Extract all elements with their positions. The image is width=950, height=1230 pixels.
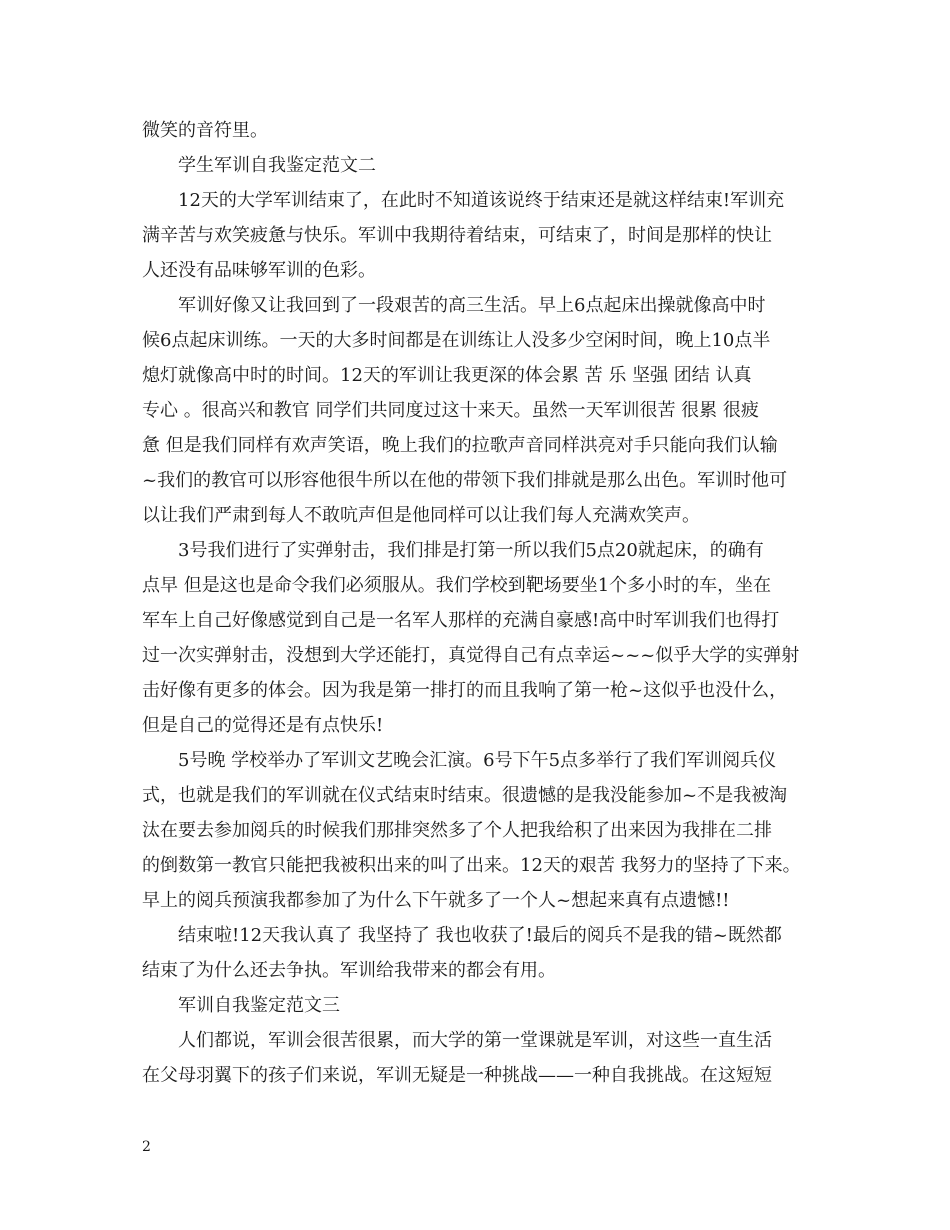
text-line: 人还没有品味够军训的色彩。 (142, 260, 376, 281)
text-line: 惫 但是我们同样有欢声笑语，晚上我们的拉歌声音同样洪亮对手只能向我们认输 (142, 435, 778, 456)
text-line: 击好像有更多的体会。因为我是第一排打的而且我响了第一枪~这似乎也没什么， (142, 680, 788, 701)
text-line: 过一次实弹射击，没想到大学还能打，真觉得自己有点幸运~~~似乎大学的实弹射 (142, 645, 800, 666)
page-number: 2 (142, 1139, 151, 1155)
text-line: 早上的阅兵预演我都参加了为什么下午就多了一个人~想起来真有点遗憾!! (142, 890, 730, 911)
text-line: 军训好像又让我回到了一段艰苦的高三生活。早上6点起床出操就像高中时 (178, 295, 766, 316)
text-line: 军车上自己好像感觉到自己是一名军人那样的充满自豪感!高中时军训我们也得打 (142, 610, 780, 631)
text-line: 但是自己的觉得还是有点快乐! (142, 715, 384, 736)
text-line: 12天的大学军训结束了，在此时不知道该说终于结束还是就这样结束!军训充 (178, 190, 785, 211)
text-line: 满辛苦与欢笑疲惫与快乐。军训中我期待着结束，可结束了，时间是那样的快让 (142, 225, 772, 246)
section-heading: 学生军训自我鉴定范文二 (178, 155, 376, 176)
text-line: 人们都说，军训会很苦很累，而大学的第一堂课就是军训，对这些一直生活 (178, 1030, 772, 1051)
section-heading: 军训自我鉴定范文三 (178, 995, 340, 1016)
text-line: 5号晚 学校举办了军训文艺晚会汇演。6号下午5点多举行了我们军训阅兵仪 (178, 750, 777, 771)
text-line: 微笑的音符里。 (142, 120, 268, 141)
text-line: 的倒数第一教官只能把我被积出来的叫了出来。12天的艰苦 我努力的坚持了下来。 (142, 855, 801, 876)
text-line: 在父母羽翼下的孩子们来说，军训无疑是一种挑战——一种自我挑战。在这短短 (142, 1065, 772, 1086)
text-line: 结束了为什么还去争执。军训给我带来的都会有用。 (142, 960, 556, 981)
text-line: 点早 但是这也是命令我们必须服从。我们学校到靶场要坐1个多小时的车，坐在 (142, 575, 772, 596)
text-line: 结束啦!12天我认真了 我坚持了 我也收获了!最后的阅兵不是我的错~既然都 (178, 925, 782, 946)
text-line: 以让我们严肃到每人不敢吭声但是他同样可以让我们每人充满欢笑声。 (142, 505, 700, 526)
text-line: 熄灯就像高中时的时间。12天的军训让我更深的体会累 苦 乐 坚强 团结 认真 (142, 365, 752, 386)
text-line: ~我们的教官可以形容他很牛所以在他的带领下我们排就是那么出色。军训时他可 (142, 470, 788, 491)
text-line: 候6点起床训练。一天的大多时间都是在训练让人没多少空闲时间，晚上10点半 (142, 330, 771, 351)
text-line: 汰在要去参加阅兵的时候我们那排突然多了个人把我给积了出来因为我排在二排 (142, 820, 772, 841)
text-line: 专心 。很高兴和教官 同学们共同度过这十来天。虽然一天军训很苦 很累 很疲 (142, 400, 759, 421)
text-line: 式，也就是我们的军训就在仪式结束时结束。很遗憾的是我没能参加~不是我被淘 (142, 785, 788, 806)
text-line: 3号我们进行了实弹射击，我们排是打第一所以我们5点20就起床，的确有 (178, 540, 764, 561)
